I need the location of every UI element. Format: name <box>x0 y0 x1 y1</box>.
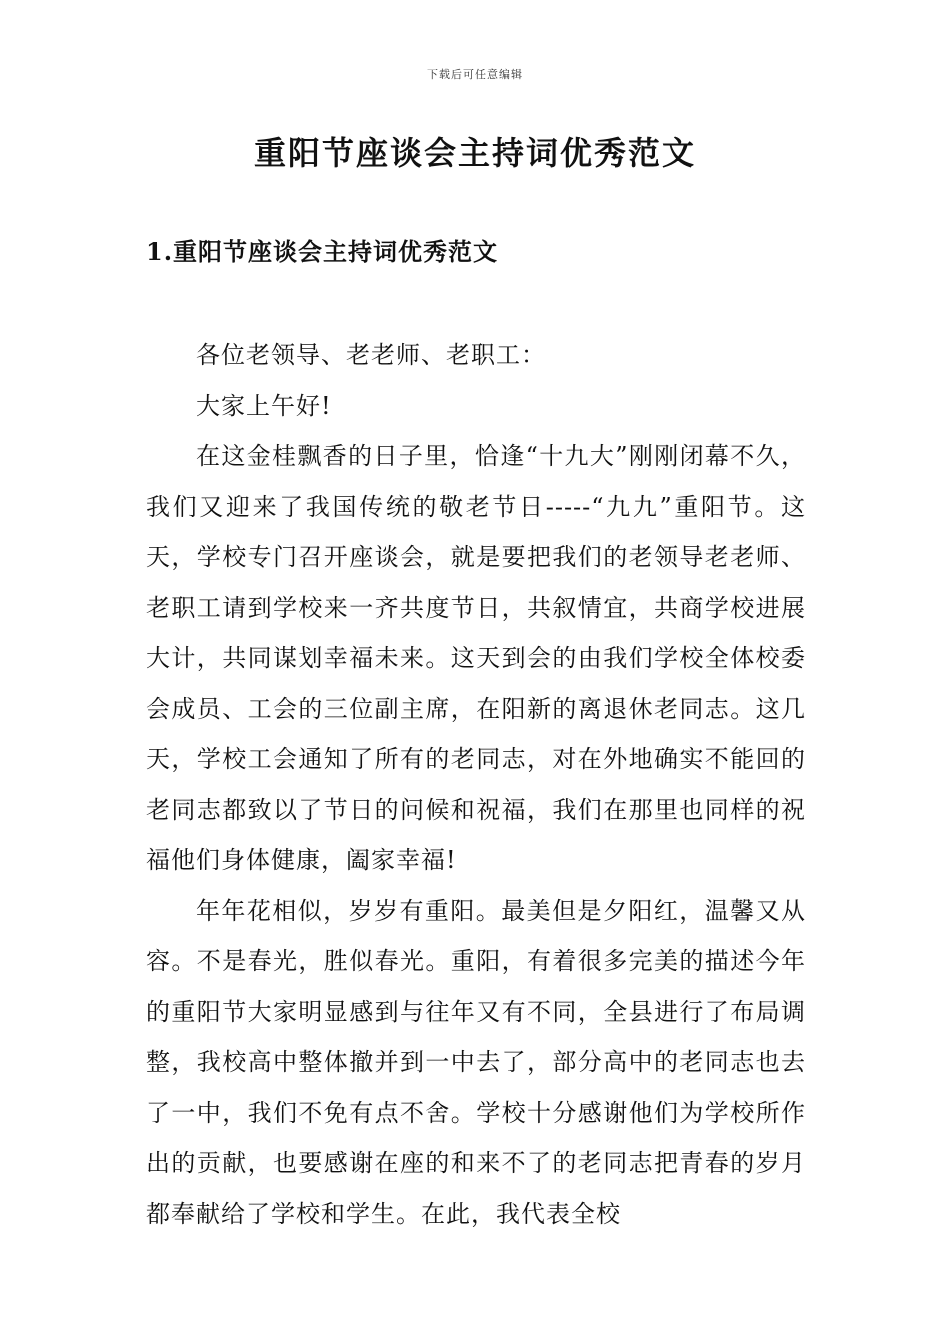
paragraph-salutation: 大家上午好! <box>196 391 332 420</box>
paragraph-body: 年年花相似，岁岁有重阳。最美但是夕阳红，温馨又从容。不是春光，胜似春光。重阳，有着很多完美的描述今年的重阳节大家明显感到与往年又有不同，全县进行了布局调整，我校高中整体撤并到一中去了，部分高中的老同志也去了一中，我们不免有点不舍。学校十分感谢他们为学校所作出的贡献，也要感谢在座的和来不了的老同志把青春的岁月都奉献给了学校和学生。在此，我代表全校 <box>146 896 806 1228</box>
paragraph-body: 在这金桂飘香的日子里，恰逢“十九大”刚刚闭幕不久，我们又迎来了我国传统的敬老节日-----“九九”重阳节。这天，学校专门召开座谈会，就是要把我们的老领导老老师、老职工请到学校来一齐共度节日，共叙情宜，共商学校进展大计，共同谋划幸福未来。这天到会的由我们学校全体校委会成员、工会的三位副主席，在阳新的离退休老同志。这几天，学校工会通知了所有的老同志，对在外地确实不能回的老同志都致以了节日的问候和祝福，我们在那里也同样的祝福他们身体健康，阖家幸福! <box>146 442 806 874</box>
document-body <box>146 330 806 1239</box>
document-title: 重阳节座谈会主持词优秀范文 <box>253 134 696 172</box>
paragraph-greeting: 各位老领导、老老师、老职工： <box>196 341 546 369</box>
section-heading: 1.重阳节座谈会主持词优秀范文 <box>146 237 499 266</box>
header-note: 下载后可任意编辑 <box>427 68 523 81</box>
